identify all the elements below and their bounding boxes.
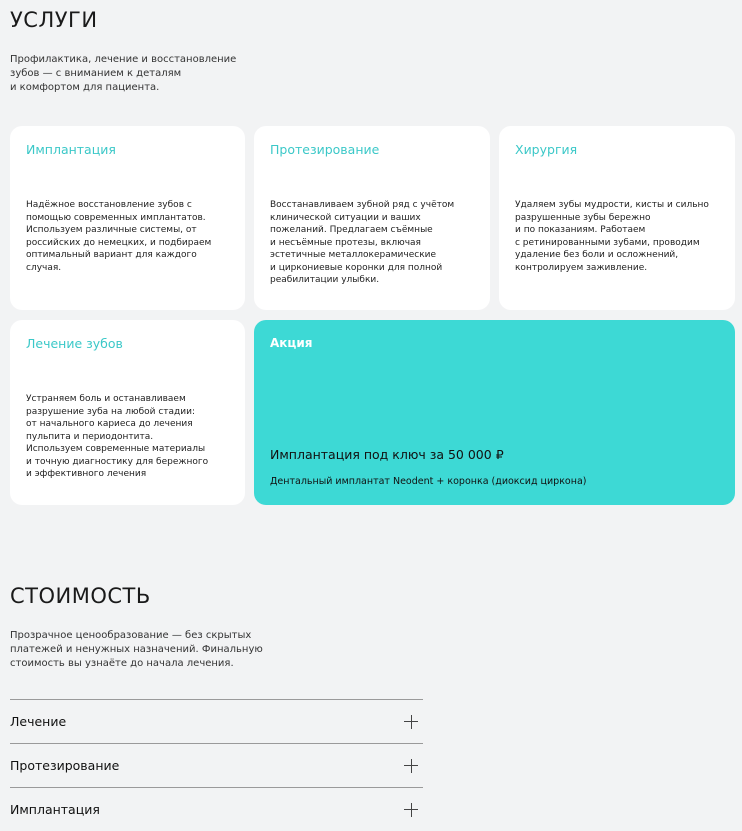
card-title: Имплантация [26,142,116,157]
promo-headline: Имплантация под ключ за 50 000 ₽ [270,447,504,462]
services-title: УСЛУГИ [10,8,98,32]
accordion-item-treatment[interactable] [10,699,423,743]
service-card-treatment[interactable] [10,320,245,505]
plus-icon[interactable] [404,803,418,817]
pricing-accordion [10,699,423,831]
accordion-label: Лечение [10,714,67,729]
plus-icon[interactable] [404,715,418,729]
pricing-lead: Прозрачное ценообразование — без скрытых платежей и ненужных назначений. Финальную стоимость вы узнаёте до начала лечения. [10,630,263,669]
accordion-label: Имплантация [10,802,100,817]
accordion-label: Протезирование [10,758,120,773]
promo-title: Акция [270,336,313,350]
accordion-item-implantation[interactable] [10,787,423,831]
card-text: Удаляем зубы мудрости, кисты и сильно разрушенные зубы бережно и по показаниям. Работаем с ретинированными зубами, проводим удаление без боли и осложнений, контролируем заживление. [515,200,709,273]
card-title: Протезирование [270,142,380,157]
service-card-implantation[interactable] [10,126,245,310]
services-lead: Профилактика, лечение и восстановление зубов — с вниманием к деталям и комфортом для пациента. [10,54,237,93]
accordion-item-prosthetics[interactable] [10,743,423,787]
card-title: Хирургия [515,142,578,157]
plus-icon[interactable] [404,759,418,773]
card-text: Надёжное восстановление зубов с помощью современных имплантатов. Используем различные системы, от российских до немецких, и подбираем оптимальный вариант для каждого случая. [26,200,212,273]
service-card-surgery[interactable] [499,126,735,310]
promo-card[interactable] [254,320,735,505]
service-card-prosthetics[interactable] [254,126,490,310]
card-text: Устраняем боль и останавливаем разрушение зуба на любой стадии: от начального кариеса до лечения пульпита и периодонтита. Используем современные материалы и точную диагностику для бережного и эффективного лечения [26,394,209,479]
pricing-title: СТОИМОСТЬ [10,584,151,608]
promo-subtitle: Дентальный имплантат Neodent + коронка (диоксид циркона) [270,476,587,487]
card-title: Лечение зубов [26,336,123,351]
card-text: Восстанавливаем зубной ряд с учётом клинической ситуации и ваших пожеланий. Предлагаем съёмные и несъёмные протезы, включая эстетичные металлокерамические и циркониевые коронки для полной реабилитации улыбки. [270,200,455,285]
